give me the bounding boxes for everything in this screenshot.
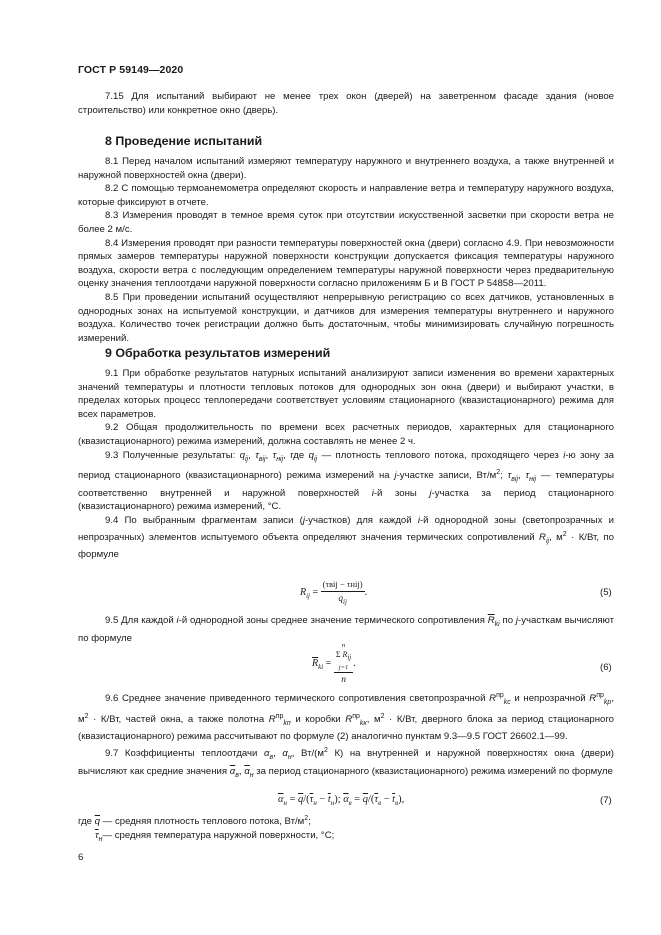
- paragraph-9-6-9-7-block: [78, 689, 614, 782]
- formula-5-fraction: $\frac{\text{(τвij − τнij)}}{q_{ij}}$: [322, 579, 363, 606]
- paragraph-7-15: 7.15 Для испытаний выбирают не менее трех окон (дверей) на заветренном фасаде здания (новое строительство) или конкретное окно (дверь).: [78, 91, 614, 116]
- section-8-title: 8 Проведение испытаний: [105, 134, 263, 148]
- paragraph-8-1: 8.1 Перед началом испытаний измеряют температуру наружного и внутреннего воздуха, а также внутренней и наружной поверхностей окна (двери).: [78, 156, 614, 181]
- paragraph-9-4: 9.4 По выбранным фрагментам записи (j-участков) для каждой i-й однородной зоны (светопрозрачных и непрозрачных) элементов испытуемого объекта определяют значения термических сопротивлений $R_{ij}$, $м^2 \cdot К/Вт$, по формуле: [78, 514, 615, 561]
- where-line-tau: $\overline{\tau}_н—$ средняя температура наружной поверхности, °С;: [95, 829, 335, 843]
- paragraph-9-6: 9.6 Среднее значение приведенного термического сопротивления светопрозрачной $R^{пр}_{kс}$ и непрозрачной $R^{пр}_{kр}$, $м^2 \cdot К/Вт$, частей окна, а также полотна $R^{пр}_{kп}$ и коробки $R^{пр}_{kк}$, $м^2 \cdot К/Вт$, дверного блока за период стационарного (квазистационарного) режима рассчитывают по формуле (2) аналогично пунктам 9.3—9.5 ГОСТ 26602.1—99.: [78, 692, 614, 743]
- equation-number-6: (6): [600, 662, 612, 673]
- formula-5: $R_{ij}$ = $\frac{\text{(τвij − τнij)}}{q_{ij}}$ .: [300, 579, 368, 606]
- paragraph-8-3: 8.3 Измерения проводят в темное время суток при отсутствии искусственной засветки при скорости ветра не более 2 м/с.: [78, 210, 614, 235]
- section-9-body: [78, 367, 614, 562]
- where-block: [78, 812, 614, 846]
- paragraph-9-5-block: [78, 614, 614, 645]
- where-line-q: где $\overline{q}$ — средняя плотность теплового потока, $Вт/м^2$;: [78, 815, 311, 828]
- equation-number-5: (5): [600, 587, 612, 598]
- formula-6-fraction: n Σ $R_{ij}$ j=1 n: [335, 642, 352, 685]
- formula-6: $\overline{R}_{ki}$ = n Σ $R_{ij}$ j=1 n .: [312, 642, 356, 685]
- formula-7: $\overline{\alpha}_н = \overline{q}/(\overline{\tau}_н - \overline{t}_н)$; $\overline{\alpha}_в = \overline{q}/(\overline{\tau}_в - \overline{t}_в)$,: [278, 794, 405, 808]
- paragraph-8-5: 8.5 При проведении испытаний осуществляют непрерывную регистрацию со всех датчиков, установленных в однородных зонах на испытуемой конструкции, и датчиков для измерения температуры внутреннего и наружного воздуха. Количество точек регистрации должно быть достаточным, чтобы минимизировать случайную погрешность измерений.: [78, 291, 614, 344]
- section-9-title: 9 Обработка результатов измерений: [105, 346, 331, 360]
- standard-header: ГОСТ Р 59149—2020: [78, 64, 184, 76]
- paragraph-8-2: 8.2 С помощью термоанемометра определяют скорость и направление ветра и температуру наружного воздуха, которые фиксируют в отчете.: [78, 183, 614, 208]
- paragraph-9-1: 9.1 При обработке результатов натурных испытаний анализируют записи изменения во времени характерных значений температуры и плотности тепловых потоков для однородных зон окна (двери) и выбирают участки, в пределах которых процесс теплопередачи соответствует условиям стационарного (квазистационарного) режима для всех параметров.: [78, 368, 614, 420]
- page-number: 6: [78, 852, 84, 863]
- paragraph-9-3: 9.3 Полученные результаты: $q_{ij}$, $\tau_{вij}$, $\tau_{нij}$, где $q_{ij}$ — плотность теплового потока, проходящего через i-ю зону за период стационарного (квазистационарного) режима измерений на j-участке записи, $Вт/м^2$; $\tau_{вij}$, $\tau_{нij}$ — температуры соответственно внутренней и наружной поверхностей i-й зоны j-участка за период стационарного (квазистационарного) режима измерений, °С.: [78, 449, 614, 513]
- paragraph-9-2: 9.2 Общая продолжительность по времени всех расчетных периодов, характерных для стационарного (квазистационарного) режима измерений, должна составлять не менее 2 ч.: [78, 422, 614, 447]
- equation-number-7: (7): [600, 795, 612, 806]
- paragraph-9-5: 9.5 Для каждой i-й однородной зоны среднее значение термического сопротивления $\overline{R}_{ki}$ по j-участкам вычисляют по формуле: [78, 615, 615, 644]
- section-8-body: [78, 155, 614, 345]
- paragraph-8-4: 8.4 Измерения проводят при разности температуры поверхностей окна (двери) согласно 4.9. При невозможности прямых замеров температуры наружной поверхности конструкции допускается фиксация температуры наружного воздуха, скорости ветра с последующим определением температуры наружной поверхности через предварительную оценку значения теплоотдачи наружной поверхности согласно приложениям Б и В ГОСТ Р 54858—2011.: [78, 237, 614, 290]
- paragraph-9-7: 9.7 Коэффициенты теплоотдачи $\alpha_в$, $\alpha_н$, $Вт/(м^2$ К) на внутренней и наружной поверхностях окна (двери) вычисляют как средние значения $\overline{\alpha}_в$, $\overline{\alpha}_н$ за период стационарного (квазистационарного) режима измерений по формуле: [78, 746, 615, 779]
